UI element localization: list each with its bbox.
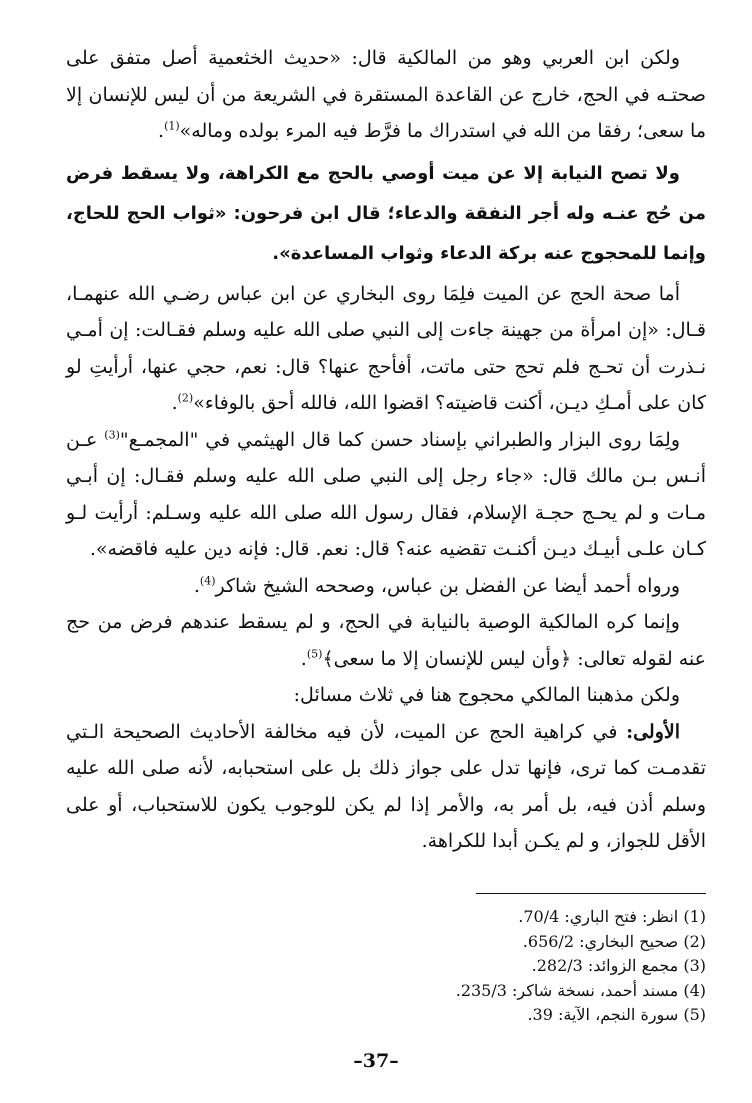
footnote-ref-2[interactable]: (2)	[177, 391, 194, 405]
footnote-ref-1[interactable]: (1)	[164, 119, 180, 133]
paragraph-first-issue: الأولى: في كراهية الحج عن الميت، لأن فيه مخالفة الأحاديث الصحيحة الـتي تقدمـت كما ترى، فإنها تدل على جواز ذلك بل على استحبابه، لأنه صلى الله عليه وسلم أذن فيه، بل أمر به، والأمر إذا لم يكن للوجوب يكون للاستحباب، أو على الأقل للجواز، و لم يكـن أبدا للكراهة.	[66, 720, 706, 852]
footnote-ref-3[interactable]: (3)	[104, 428, 120, 442]
footnote-divider	[476, 893, 706, 894]
footnote-ref-5[interactable]: (5)	[306, 647, 323, 661]
paragraph-malikiyya: وإنما كره المالكية الوصية بالنيابة في الحج، و لم يسقط عندهم فرض من حج عنه لقوله تعالى: ﴿وأن ليس للإنسان إلا ما سعى﴾$^{(5)}$.	[66, 611, 706, 670]
paragraph-ibn-arabi: ولكن ابن العربي وهو من المالكية قال: «حديث الخثعمية أصل متفق على صحتـه في الحج، خارج عن القاعدة المستقرة في الشريعة من أن ليس للإنسان إلا ما سعى؛ رفقا من الله في استدراك ما فرَّط فيه المرء بولده وماله»$^{(1)}$.	[66, 47, 706, 142]
page-number: –37–	[353, 1050, 399, 1072]
footnote-ref-4[interactable]: (4)	[199, 574, 216, 588]
footnote-3: (3) مجمع الزوائد: 282/3.	[531, 956, 706, 975]
footnote-5: (5) سورة النجم، الآية: 39.	[527, 1005, 706, 1024]
paragraph-bukhari: أما صحة الحج عن الميت فلِمَا روى البخاري عن ابن عباس رضـي الله عنهمـا، قـال: «إن امرأة من جهينة جاءت إلى النبي صلى الله عليه وسلم فقـالت: إن أمـي نـذرت أن تحـج فلم تحج حتى ماتت، أفأحج عنها؟ قال: نعم، حجي عنها، أرأيتِ لو كان على أمـكِ ديـن، أكنت قاضيته؟ اقضوا الله، فالله أحق بالوفاء»$^{(2)}$.	[66, 282, 706, 414]
footnotes	[66, 905, 706, 1028]
first-issue-label: الأولى:	[626, 720, 680, 743]
paragraph-bazzar: ولِمَا روى البزار والطبراني بإسناد حسن كما قال الهيثمي في "المجمـع"$^{(3)}$ عـن أنـس بـن مالك قال: «جاء رجل إلى النبي صلى الله عليه وسلم فقـال: إن أبـي مـات و لم يحـج حجـة الإسلام، فقال رسول الله صلى الله عليه وسـلم: أرأيت لـو كـان علـى أبيـك ديـن أكنـت تقضيه عنه؟ قال: نعم. قال: فإنه دين عليه فاقضه».	[66, 428, 706, 560]
paragraph-main-text: ولا تصح النيابة إلا عن ميت أوصي بالحج مع الكراهة، ولا يسقط فرض من حُج عنـه وله أجر النفقة والدعاء؛ قال ابن فرحون: «ثواب الحج للحاج، وإنما للمحجوج عنه بركة الدعاء وثواب المساعدة».	[66, 162, 706, 264]
paragraph-three-issues: ولكن مذهبنا المالكي محجوج هنا في ثلاث مسائل:	[293, 684, 680, 706]
footnote-1: (1) انظر: فتح الباري: 70/4.	[518, 907, 706, 926]
page-body	[66, 40, 706, 860]
footnote-4: (4) مسند أحمد، نسخة شاكر: 235/3.	[455, 980, 706, 1000]
footnote-2: (2) صحيح البخاري: 656/2.	[522, 931, 706, 951]
paragraph-ahmad: ورواه أحمد أيضا عن الفضل بن عباس، وصححه الشيخ شاكر$^{(4)}$.	[193, 574, 680, 597]
